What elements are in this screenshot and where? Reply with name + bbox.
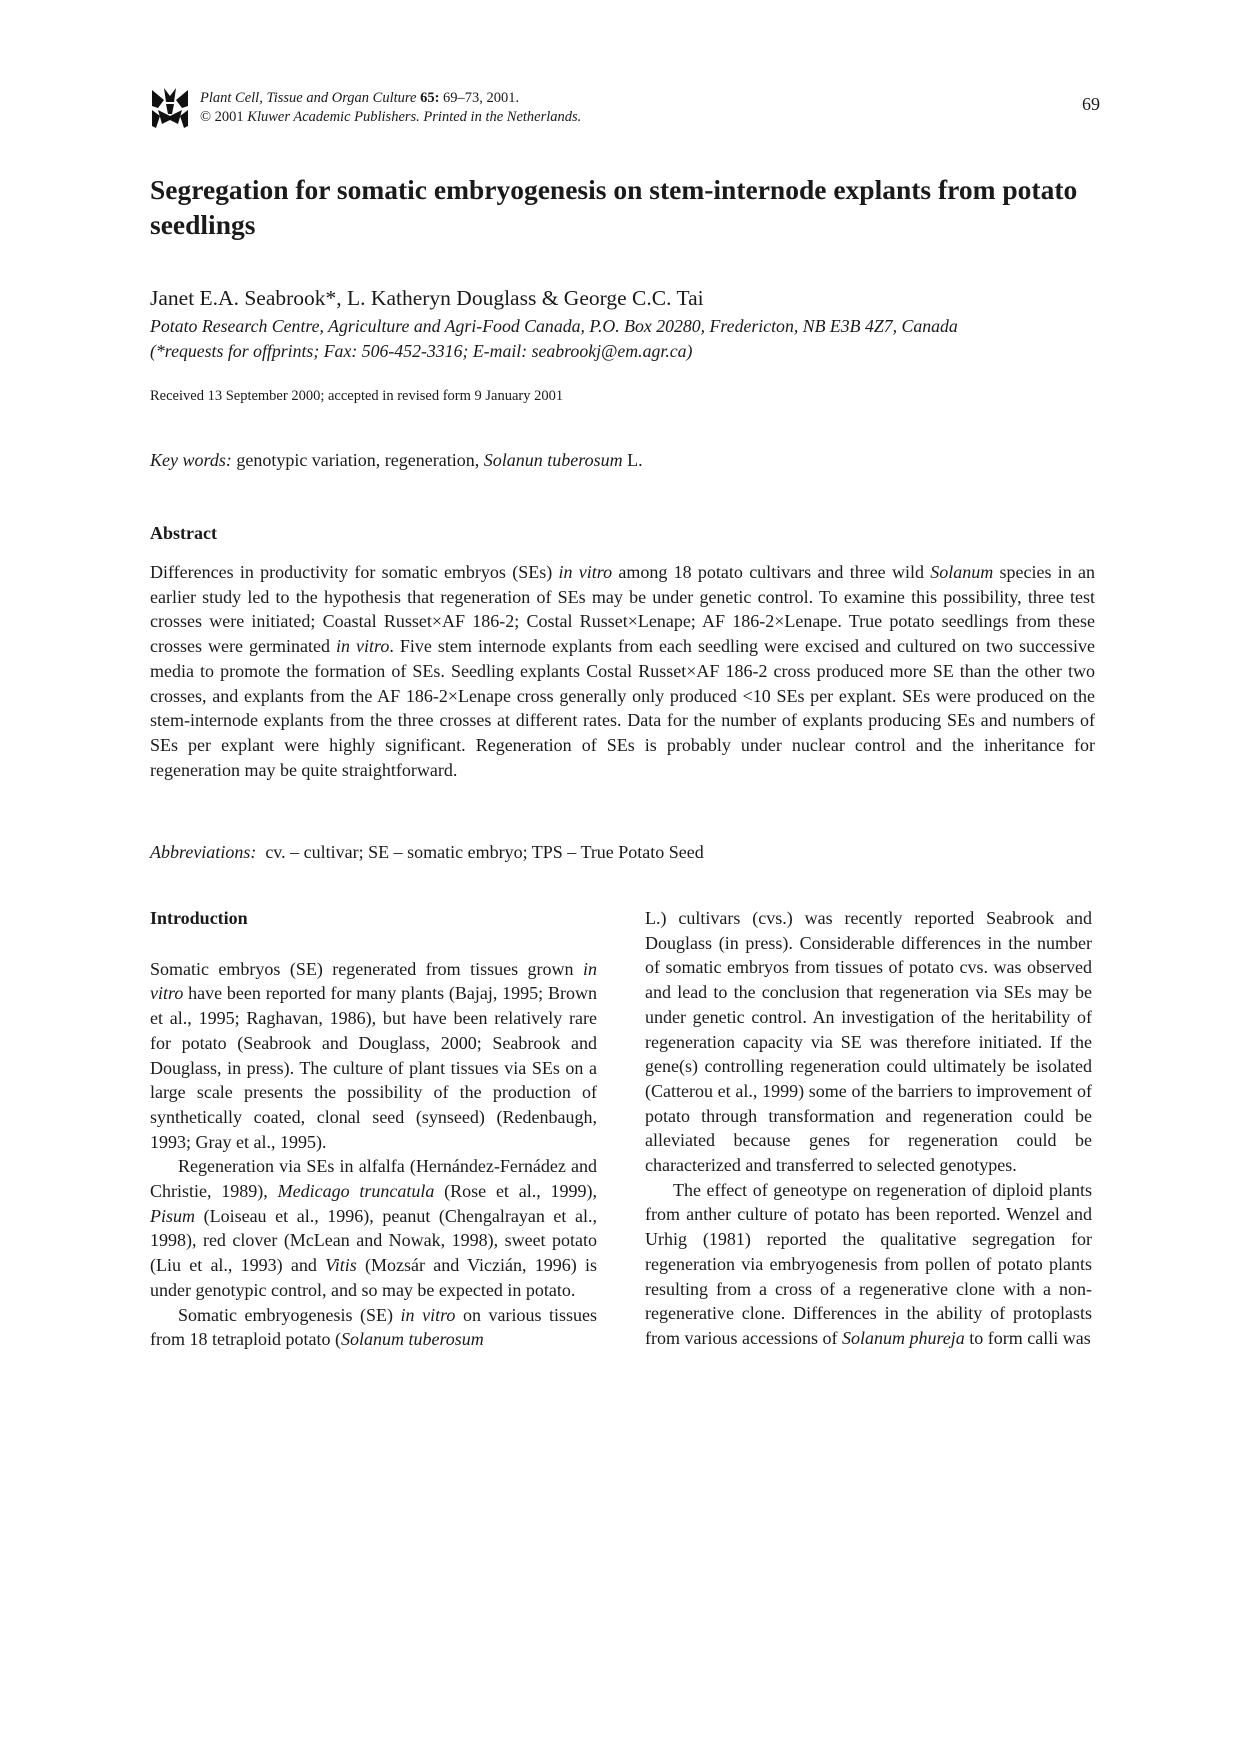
keywords-suffix: L. xyxy=(627,450,643,470)
intro-p4-text-b: to form calli was xyxy=(969,1327,1091,1348)
abstract-italic-1: in vitro xyxy=(558,562,613,582)
intro-paragraph-2 xyxy=(150,1154,597,1302)
intro-paragraph-1 xyxy=(150,957,597,1155)
intro-p2-text-b: (Rose et al., 1999), xyxy=(444,1181,598,1202)
abstract-italic-2: Solanum xyxy=(930,562,994,582)
publisher-name: Kluwer Academic Publishers. xyxy=(247,109,420,125)
journal-citation xyxy=(200,89,581,127)
abbreviations-label: Abbreviations: xyxy=(150,842,257,862)
intro-p2-text-d: (Mozsár and Viczián, 1996) is under genotypic control, and so may be expected in potato. xyxy=(150,1255,597,1300)
keywords-text: genotypic variation, regeneration, xyxy=(236,450,480,470)
intro-p2-text-a: Regeneration via SEs in alfalfa (Hernández-Fernádez and Christie, 1989), xyxy=(150,1156,597,1202)
page-number: 69 xyxy=(1082,94,1100,114)
intro-paragraph-4 xyxy=(645,1178,1092,1351)
right-column xyxy=(645,906,1092,1351)
abstract-text-2: among 18 potato cultivars and three wild xyxy=(618,562,924,582)
paper-title: Segregation for somatic embryogenesis on stem-internode explants from potato seedlings xyxy=(150,174,1078,240)
keywords xyxy=(150,450,643,471)
intro-p4-italic: Solanum phureja xyxy=(841,1327,965,1348)
contact-info: (*requests for offprints; Fax: 506-452-3316; E-mail: seabrookj@em.agr.ca) xyxy=(150,340,693,361)
intro-p2-text-c: (Loiseau et al., 1996), peanut (Chengalrayan et al., 1998), red clover (McLean and Nowak, 1998), sweet potato (Liu et al., 1993) and xyxy=(150,1205,597,1276)
journal-line-1 xyxy=(200,89,581,108)
intro-paragraph-3-continued: L.) cultivars (cvs.) was recently reported Seabrook and Douglass (in press). Considerable differences in the number of somatic embryos from tissues of potato cvs. was observed and lead to the conclusion that regeneration via SEs may be under genetic control. An investigation of the heritability of regeneration capacity via SE was therefore initiated. If the gene(s) controlling regeneration could ultimately be isolated (Catterou et al., 1999) some of the barriers to improvement of potato through transformation and regeneration could be alleviated because genes for regeneration could be characterized and transferred to selected genotypes. xyxy=(645,908,1092,1176)
copyright-year: 2001 xyxy=(214,109,244,125)
printed-location: Printed in the Netherlands. xyxy=(423,109,582,125)
affiliation-block xyxy=(150,314,1095,363)
intro-p2-italic-1: Medicago truncatula xyxy=(277,1181,435,1202)
introduction-heading: Introduction xyxy=(150,908,248,928)
abstract-text-4: . Five stem internode explants from each seedling were excised and cultured on two successive media to promote the formation of SEs. Seedling explants Costal Russet×AF 186-2 cross produced more SE than the other two crosses, and explants from the AF 186-2×Lenape cross generally only produced <10 SEs per explant. SEs were produced on the stem-internode explants from the three crosses at different rates. Data for the number of explants producing SEs and numbers of SEs per explant were highly significant. Regeneration of SEs is probably under nuclear control and the inheritance for regeneration may be quite straightforward. xyxy=(150,636,1095,780)
intro-p1-text-a: Somatic embryos (SE) regenerated from tissues grown xyxy=(150,958,574,979)
abstract-heading: Abstract xyxy=(150,523,217,543)
left-column xyxy=(150,906,597,1352)
abstract-body xyxy=(150,560,1095,782)
journal-name: Plant Cell, Tissue and Organ Culture xyxy=(200,90,417,106)
intro-paragraph-3 xyxy=(150,1303,597,1352)
intro-p3-italic-2: Solanum tuberosum xyxy=(340,1329,484,1350)
intro-p2-italic-3: Vitis xyxy=(325,1255,357,1276)
journal-header xyxy=(150,86,1100,136)
keywords-species: Solanun tuberosum xyxy=(483,450,623,470)
copyright-symbol: © xyxy=(200,109,212,125)
abstract-text-3: species in an earlier study led to the hypothesis that regeneration of SEs may be under genetic control. To examine this possibility, three test crosses were initiated; Coastal Russet×AF 186-2; Costal Russet×Lenape; AF 186-2×Lenape. True potato seedlings from these crosses were germinated xyxy=(150,562,1096,657)
intro-p2-italic-2: Pisum xyxy=(150,1205,195,1226)
journal-pages-year: 69–73, 2001. xyxy=(443,90,520,106)
intro-p1-italic: in vitro xyxy=(150,958,598,1004)
abstract-text-1: Differences in productivity for somatic embryos (SEs) xyxy=(150,562,553,582)
intro-p1-text-b: have been reported for many plants (Bajaj, 1995; Brown et al., 1995; Raghavan, 1986), but have been relatively rare for potato (Seabrook and Douglass, 2000; Seabrook and Douglass, in press). The culture of plant tissues via SEs on a large scale presents the possibility of the production of synthetically coated, clonal seed (synseed) (Redenbaugh, 1993; Gray et al., 1995). xyxy=(150,983,597,1152)
abstract-italic-3: in vitro xyxy=(336,636,390,657)
journal-line-2 xyxy=(200,108,581,127)
abbreviations xyxy=(150,842,704,863)
intro-p3-italic-1: in vitro xyxy=(400,1304,456,1325)
affiliation: Potato Research Centre, Agriculture and Agri-Food Canada, P.O. Box 20280, Fredericton, NB E3B 4Z7, Canada xyxy=(150,316,958,336)
keywords-label: Key words: xyxy=(150,450,232,470)
received-dates: Received 13 September 2000; accepted in revised form 9 January 2001 xyxy=(150,388,564,404)
author-list: Janet E.A. Seabrook*, L. Katheryn Douglass & George C.C. Tai xyxy=(150,286,704,310)
intro-p3-text-a: Somatic embryogenesis (SE) xyxy=(178,1304,394,1325)
abbreviations-text: cv. – cultivar; SE – somatic embryo; TPS – True Potato Seed xyxy=(265,842,704,862)
journal-volume: 65: xyxy=(420,90,440,106)
intro-p4-text-a: The effect of geneotype on regeneration of diploid plants from anther culture of potato has been reported. Wenzel and Urhig (1981) reported the qualitative segregation for regeneration via embryogenesis from pollen of potato plants resulting from a cross of a regenerative clone with a non-regenerative clone. Differences in the ability of protoplasts from various accessions of xyxy=(645,1179,1092,1348)
publisher-logo-icon xyxy=(150,86,190,130)
intro-p3-text-b: on various tissues from 18 tetraploid potato ( xyxy=(150,1304,597,1350)
